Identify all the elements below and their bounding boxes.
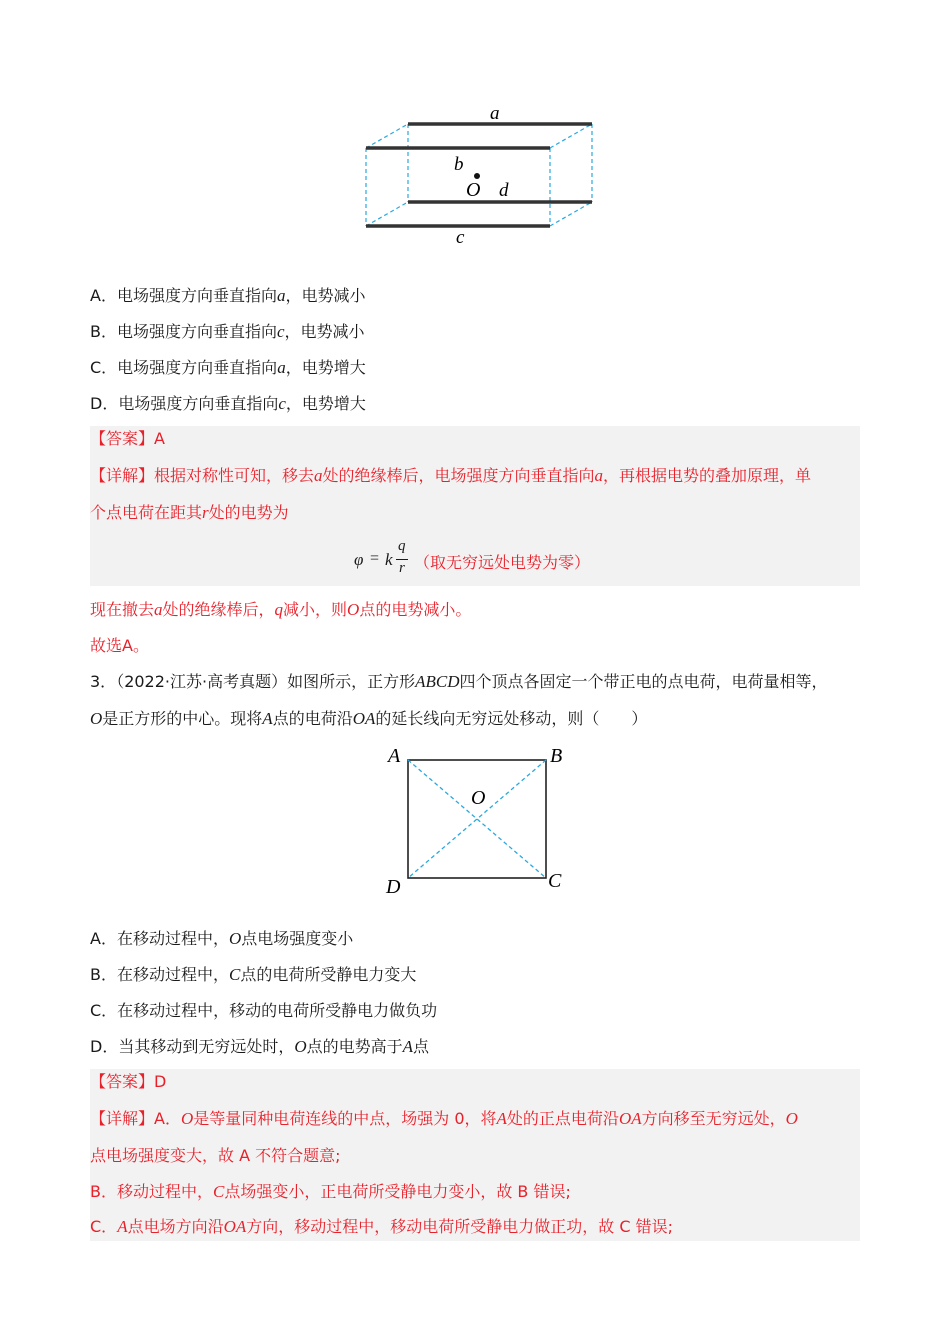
- q2-detail-line1: 【详解】根据对称性可知，移去a处的绝缘棒后，电场强度方向垂直指向a，再根据电势的叠加原理，单: [90, 466, 812, 485]
- label-A: A: [388, 745, 401, 767]
- q3-option-A: A．在移动过程中，O点电场强度变小: [90, 929, 354, 948]
- q2-conclusion: 现在撤去a处的绝缘棒后，q减小，则O点的电势减小。: [90, 600, 472, 619]
- rod-figure: [360, 100, 610, 250]
- label-d: d: [499, 180, 509, 201]
- q2-final: 故选A。: [90, 636, 149, 655]
- q2-option-C: C．电场强度方向垂直指向a，电势增大: [90, 358, 366, 377]
- label-B: B: [550, 745, 563, 767]
- label-O: O: [471, 787, 486, 809]
- q3-answer: 【答案】D: [90, 1072, 167, 1091]
- q3-detail-line1: 【详解】A．O是等量同种电荷连线的中点，场强为 0，将A处的正点电荷沿OA方向移至无穷远处，O: [90, 1109, 798, 1128]
- label-D: D: [386, 876, 401, 898]
- q3-stem-line2: O是正方形的中心。现将A点的电荷沿OA的延长线向无穷远处移动，则（ ）: [90, 709, 648, 728]
- label-a: a: [490, 103, 500, 124]
- q3-option-C: C．在移动过程中，移动的电荷所受静电力做负功: [90, 1001, 438, 1020]
- q3-detail-line4: C．A点电场方向沿OA方向，移动过程中，移动电荷所受静电力做正功，故 C 错误;: [90, 1217, 674, 1236]
- q2-option-A: A．电场强度方向垂直指向a，电势减小: [90, 286, 366, 305]
- label-C: C: [548, 870, 562, 892]
- q2-detail-line2: 个点电荷在距其r处的电势为: [90, 503, 289, 522]
- q2-answer: 【答案】A: [90, 429, 165, 448]
- q3-detail-line2: 点电场强度变大，故 A 不符合题意;: [90, 1146, 341, 1165]
- label-b: b: [454, 154, 464, 175]
- label-c: c: [456, 227, 465, 248]
- square-figure: [380, 740, 580, 900]
- q3-stem-line1: 3．（2022·江苏·高考真题）如图所示，正方形ABCD四个顶点各固定一个带正电的点电荷，电荷量相等，: [90, 672, 828, 691]
- label-O: O: [466, 179, 481, 201]
- q2-option-B: B．电场强度方向垂直指向c，电势减小: [90, 322, 365, 341]
- q2-option-D: D．电场强度方向垂直指向c，电势增大: [90, 394, 366, 413]
- q3-option-B: B．在移动过程中，C点的电荷所受静电力变大: [90, 965, 417, 984]
- q3-option-D: D．当其移动到无穷远处时，O点的电势高于A点: [90, 1037, 430, 1056]
- q3-detail-line3: B．移动过程中，C点场强变小，正电荷所受静电力变小，故 B 错误;: [90, 1182, 571, 1201]
